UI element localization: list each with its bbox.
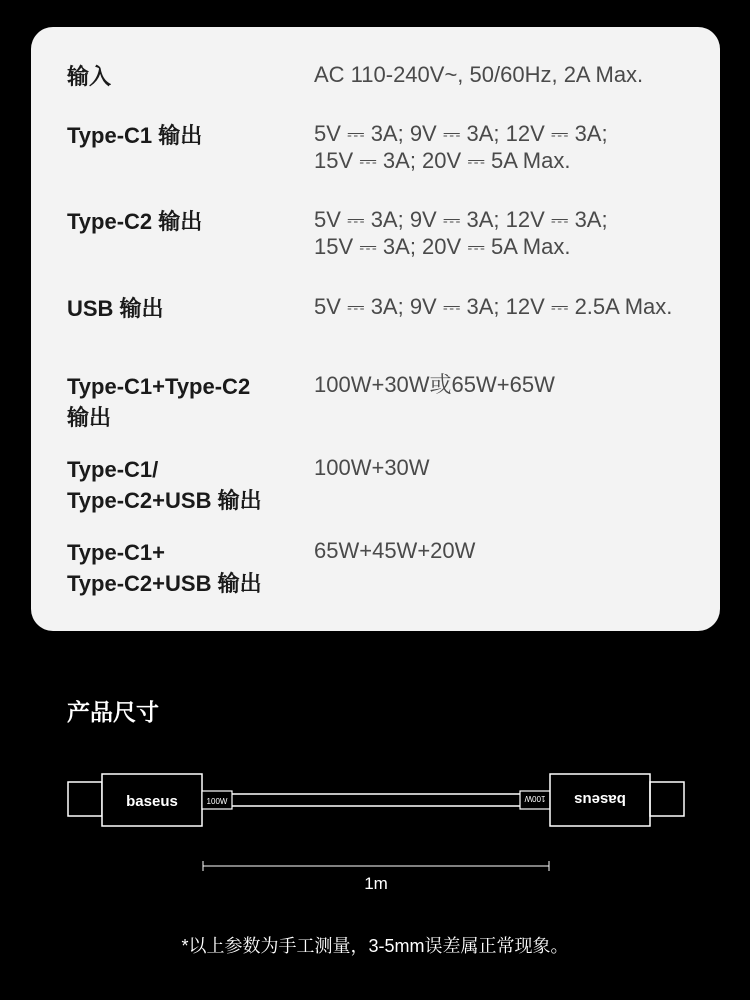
spec-label: Type-C2 输出: [67, 209, 203, 234]
spec-label: 输入: [67, 64, 112, 89]
footnote: *以上参数为手工测量，3-5mm误差属正常现象。: [181, 936, 569, 956]
section-title-product-size: 产品尺寸: [67, 699, 159, 725]
spec-label: USB 输出: [67, 296, 164, 321]
spec-card: [31, 27, 720, 631]
spec-value: 100W+30W或65W+65W: [314, 372, 555, 397]
spec-label: Type-C1 输出: [67, 123, 203, 148]
right-brand-text: baseus: [574, 791, 626, 808]
spec-label: Type-C1+ Type-C2+USB 输出: [67, 540, 262, 596]
spec-value: 5V ⎓ 3A; 9V ⎓ 3A; 12V ⎓ 3A; 15V ⎓ 3A; 20V ⎓ 5A Max.: [314, 207, 608, 259]
spec-value: 5V ⎓ 3A; 9V ⎓ 3A; 12V ⎓ 2.5A Max.: [314, 294, 673, 319]
left-plug-tip: [68, 782, 102, 816]
spec-value: AC 110-240V~, 50/60Hz, 2A Max.: [314, 62, 644, 87]
cable-length-label: 1m: [364, 874, 388, 893]
spec-label: Type-C1+Type-C2 输出: [67, 374, 251, 430]
spec-label: Type-C1/ Type-C2+USB 输出: [67, 457, 262, 513]
left-brand-text: baseus: [126, 793, 178, 810]
right-plug-tip: [650, 782, 684, 816]
spec-value: 5V ⎓ 3A; 9V ⎓ 3A; 12V ⎓ 3A; 15V ⎓ 3A; 20V ⎓ 5A Max.: [314, 121, 608, 173]
spec-value: 65W+45W+20W: [314, 538, 476, 563]
spec-value: 100W+30W: [314, 455, 430, 480]
left-rating-text: 100W: [206, 797, 228, 806]
right-rating-text: 100W: [524, 794, 546, 803]
